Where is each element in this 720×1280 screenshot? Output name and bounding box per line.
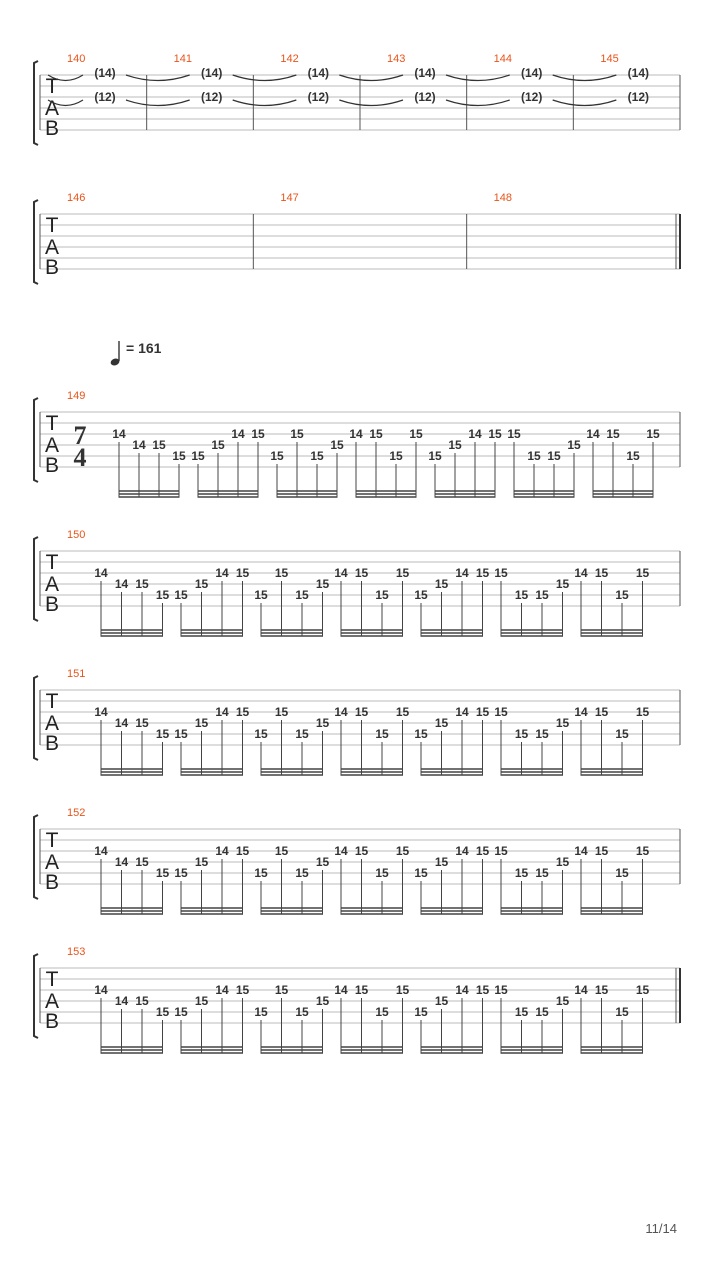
fret-number: 14	[586, 427, 600, 441]
fret-number: 15	[615, 588, 629, 602]
tied-fret-upper: (14)	[414, 66, 436, 80]
tie-arc-lower	[446, 100, 510, 106]
fret-number: 15	[606, 427, 620, 441]
fret-number: 15	[555, 577, 570, 591]
fret-number: 15	[274, 983, 289, 997]
fret-number: 15	[514, 1005, 529, 1019]
fret-number: 14	[94, 566, 108, 580]
tab-letter-b: B	[44, 871, 60, 894]
fret-number: 15	[428, 449, 442, 463]
tab-letter-b: B	[44, 117, 60, 140]
fret-number: 14	[455, 983, 469, 997]
fret-number: 15	[615, 727, 629, 741]
fret-number: 15	[375, 727, 389, 741]
bar-number: 144	[493, 53, 513, 65]
tab-letter-a: A	[44, 851, 60, 874]
tab-letter-b: B	[44, 256, 60, 279]
fret-number: 15	[646, 427, 660, 441]
system-bracket	[34, 676, 38, 760]
fret-number: 15	[395, 566, 410, 580]
fret-number: 15	[635, 705, 650, 719]
tie-arc-lower	[339, 100, 403, 106]
fret-number: 15	[434, 577, 449, 591]
bar-number: 142	[280, 53, 299, 65]
fret-number: 15	[594, 983, 609, 997]
tie-arc-upper	[126, 75, 190, 81]
fret-number: 14	[455, 566, 469, 580]
fret-number: 15	[155, 588, 170, 602]
tab-letter-t: T	[45, 968, 59, 991]
fret-number: 14	[114, 855, 129, 869]
fret-number: 15	[414, 588, 428, 602]
tab-letter-b: B	[44, 732, 60, 755]
fret-number: 14	[114, 577, 129, 591]
fret-number: 15	[174, 727, 188, 741]
fret-number: 15	[414, 727, 428, 741]
fret-number: 15	[567, 438, 581, 452]
fret-number: 15	[135, 577, 149, 591]
bar-number: 148	[493, 192, 513, 204]
fret-number: 14	[455, 705, 469, 719]
tab-letter-t: T	[45, 75, 59, 98]
bar-number: 141	[173, 53, 193, 65]
fret-number: 15	[555, 994, 570, 1008]
fret-number: 15	[135, 994, 149, 1008]
fret-number: 15	[475, 983, 490, 997]
fret-number: 15	[254, 866, 268, 880]
fret-number: 15	[535, 866, 549, 880]
fret-number: 14	[574, 983, 588, 997]
tab-letter-t: T	[45, 412, 59, 435]
system-bracket	[34, 200, 38, 284]
fret-number: 15	[635, 566, 650, 580]
tab-letter-t: T	[45, 829, 59, 852]
fret-number: 14	[574, 705, 588, 719]
fret-number: 14	[468, 427, 482, 441]
fret-number: 15	[315, 855, 330, 869]
fret-number: 15	[295, 588, 309, 602]
fret-number: 15	[514, 866, 529, 880]
tie-arc-upper	[553, 75, 617, 81]
fret-number: 15	[395, 983, 410, 997]
fret-number: 15	[152, 438, 166, 452]
tie-arc-lower	[553, 100, 617, 106]
fret-number: 14	[114, 716, 129, 730]
bar-number: 145	[600, 53, 619, 65]
system-bracket	[34, 954, 38, 1038]
fret-number: 15	[274, 705, 289, 719]
fret-number: 15	[330, 438, 344, 452]
fret-number: 15	[527, 449, 541, 463]
fret-number: 14	[112, 427, 126, 441]
fret-number: 15	[295, 1005, 309, 1019]
tied-fret-lower: (12)	[627, 90, 650, 104]
fret-number: 15	[235, 983, 250, 997]
system-bracket	[34, 61, 38, 145]
fret-number: 15	[274, 566, 289, 580]
fret-number: 15	[315, 994, 330, 1008]
fret-number: 15	[315, 716, 330, 730]
tab-letter-a: A	[44, 990, 60, 1013]
fret-number: 15	[635, 844, 650, 858]
fret-number: 15	[535, 588, 549, 602]
fret-number: 15	[375, 588, 389, 602]
fret-number: 15	[354, 983, 369, 997]
fret-number: 14	[349, 427, 363, 441]
fret-number: 15	[254, 588, 268, 602]
fret-number: 15	[375, 866, 389, 880]
fret-number: 15	[194, 855, 209, 869]
bar-number: 150	[67, 529, 86, 541]
fret-number: 14	[215, 844, 229, 858]
fret-number: 15	[235, 566, 250, 580]
tied-fret-lower: (12)	[520, 90, 543, 104]
fret-number: 15	[626, 449, 640, 463]
tab-letter-a: A	[44, 573, 60, 596]
fret-number: 15	[354, 844, 369, 858]
fret-number: 14	[334, 566, 348, 580]
system-bracket	[34, 815, 38, 899]
fret-number: 15	[211, 438, 225, 452]
fret-number: 15	[488, 427, 502, 441]
fret-number: 15	[354, 566, 369, 580]
system-bracket	[34, 398, 38, 482]
fret-number: 14	[455, 844, 469, 858]
fret-number: 15	[475, 705, 490, 719]
fret-number: 14	[334, 705, 348, 719]
fret-number: 15	[354, 705, 369, 719]
fret-number: 15	[174, 866, 188, 880]
tempo-marking: = 161	[126, 340, 162, 356]
bar-number: 152	[67, 807, 86, 819]
page-number: 11/14	[645, 1221, 677, 1236]
tab-letter-b: B	[44, 1010, 60, 1033]
fret-number: 14	[231, 427, 245, 441]
fret-number: 14	[334, 983, 348, 997]
fret-number: 14	[215, 983, 229, 997]
tie-arc-upper	[446, 75, 510, 81]
tie-arc-upper	[233, 75, 297, 81]
system-bracket	[34, 537, 38, 621]
fret-number: 15	[434, 855, 449, 869]
fret-number: 14	[94, 705, 108, 719]
fret-number: 14	[94, 844, 108, 858]
fret-number: 15	[174, 588, 188, 602]
fret-number: 15	[254, 727, 268, 741]
fret-number: 15	[448, 438, 462, 452]
bar-number: 146	[67, 192, 86, 204]
bar-number: 149	[67, 390, 86, 402]
bar-number: 143	[387, 53, 406, 65]
fret-number: 15	[414, 1005, 428, 1019]
fret-number: 15	[389, 449, 403, 463]
fret-number: 15	[395, 705, 410, 719]
fret-number: 15	[155, 1005, 170, 1019]
fret-number: 15	[494, 705, 508, 719]
fret-number: 14	[215, 705, 229, 719]
tab-letter-a: A	[44, 236, 60, 259]
fret-number: 15	[315, 577, 330, 591]
fret-number: 15	[369, 427, 383, 441]
tied-fret-upper: (14)	[307, 66, 330, 80]
fret-number: 15	[235, 844, 250, 858]
fret-number: 14	[574, 566, 588, 580]
fret-number: 15	[235, 705, 250, 719]
fret-number: 15	[194, 994, 209, 1008]
fret-number: 15	[547, 449, 561, 463]
tie-arc-upper	[339, 75, 403, 81]
tied-fret-upper: (14)	[627, 66, 650, 80]
fret-number: 15	[594, 566, 609, 580]
fret-number: 15	[414, 866, 428, 880]
tied-fret-upper: (14)	[94, 66, 116, 80]
fret-number: 15	[295, 727, 309, 741]
fret-number: 15	[191, 449, 205, 463]
tied-fret-lower: (12)	[414, 90, 436, 104]
tie-arc-lower	[126, 100, 190, 106]
bar-number: 147	[280, 192, 299, 204]
fret-number: 15	[514, 588, 529, 602]
fret-number: 15	[535, 1005, 549, 1019]
fret-number: 15	[251, 427, 265, 441]
tie-arc-lower	[233, 100, 297, 106]
fret-number: 14	[215, 566, 229, 580]
fret-number: 15	[635, 983, 650, 997]
tied-fret-lower: (12)	[307, 90, 330, 104]
fret-number: 15	[494, 566, 508, 580]
tab-letter-t: T	[45, 690, 59, 713]
fret-number: 15	[254, 1005, 268, 1019]
fret-number: 15	[434, 994, 449, 1008]
fret-number: 14	[574, 844, 588, 858]
fret-number: 15	[270, 449, 284, 463]
fret-number: 15	[409, 427, 423, 441]
tied-fret-upper: (14)	[520, 66, 543, 80]
fret-number: 15	[494, 844, 508, 858]
fret-number: 15	[555, 716, 570, 730]
fret-number: 14	[114, 994, 129, 1008]
fret-number: 15	[310, 449, 324, 463]
fret-number: 15	[194, 577, 209, 591]
tab-letter-b: B	[44, 454, 60, 477]
fret-number: 15	[555, 855, 570, 869]
fret-number: 14	[94, 983, 108, 997]
fret-number: 15	[135, 716, 149, 730]
tab-letter-a: A	[44, 434, 60, 457]
tab-letter-t: T	[45, 214, 59, 237]
fret-number: 15	[494, 983, 508, 997]
fret-number: 15	[135, 855, 149, 869]
tied-fret-lower: (12)	[94, 90, 116, 104]
tied-fret-upper: (14)	[200, 66, 223, 80]
fret-number: 14	[334, 844, 348, 858]
tab-letter-a: A	[44, 712, 60, 735]
fret-number: 15	[615, 866, 629, 880]
fret-number: 15	[535, 727, 549, 741]
fret-number: 15	[434, 716, 449, 730]
fret-number: 15	[507, 427, 521, 441]
fret-number: 15	[475, 844, 490, 858]
fret-number: 15	[395, 844, 410, 858]
fret-number: 15	[174, 1005, 188, 1019]
fret-number: 15	[615, 1005, 629, 1019]
fret-number: 15	[172, 449, 186, 463]
fret-number: 15	[475, 566, 490, 580]
fret-number: 15	[594, 705, 609, 719]
bar-number: 140	[67, 53, 86, 65]
fret-number: 15	[594, 844, 609, 858]
tab-letter-a: A	[44, 97, 60, 120]
fret-number: 15	[194, 716, 209, 730]
tab-letter-b: B	[44, 593, 60, 616]
tied-fret-lower: (12)	[200, 90, 223, 104]
fret-number: 15	[155, 727, 170, 741]
fret-number: 15	[514, 727, 529, 741]
fret-number: 15	[375, 1005, 389, 1019]
fret-number: 14	[132, 438, 146, 452]
tab-letter-t: T	[45, 551, 59, 574]
fret-number: 15	[274, 844, 289, 858]
time-signature-numerator: 7	[73, 421, 87, 450]
fret-number: 15	[295, 866, 309, 880]
bar-number: 153	[67, 946, 86, 958]
fret-number: 15	[155, 866, 170, 880]
fret-number: 15	[290, 427, 304, 441]
time-signature-denominator: 4	[73, 443, 87, 472]
bar-number: 151	[67, 668, 86, 680]
